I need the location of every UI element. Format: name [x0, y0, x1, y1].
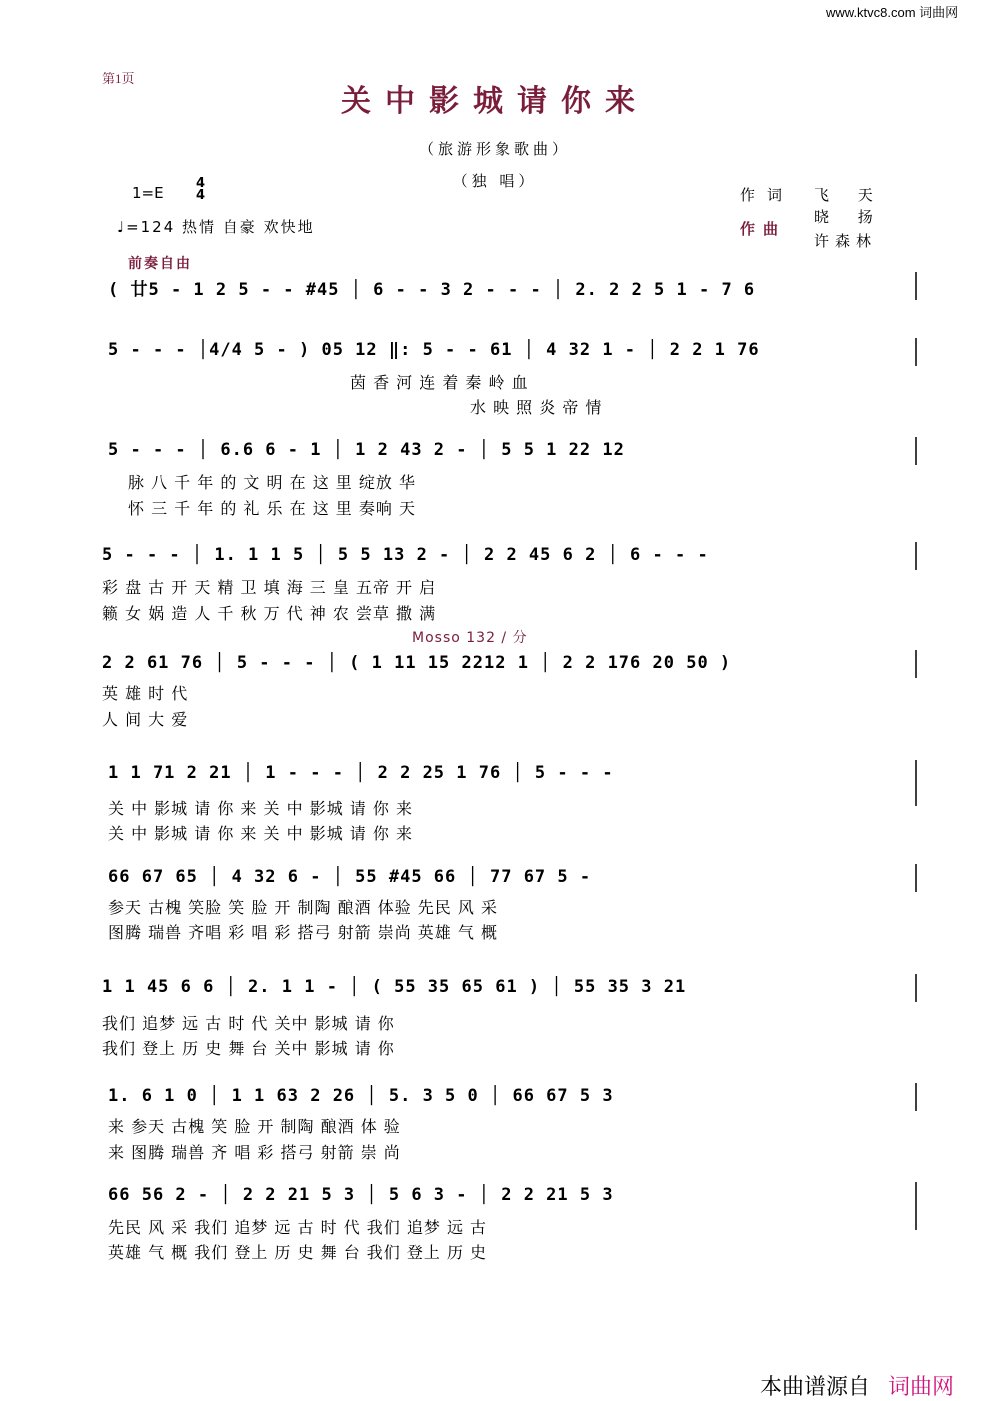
footer-source-text: 本曲谱源自	[760, 1375, 871, 1400]
lyrics-line-6-verse-2: 关 中 影城 请 你 来 关 中 影城 请 你 来	[108, 824, 413, 843]
tempo-change-marking: Mosso 132 / 分	[412, 630, 528, 646]
lyrics-line-9-verse-1: 来 参天 古槐 笑 脸 开 制陶 酿酒 体 验	[108, 1117, 401, 1136]
song-subtitle-solo: （独 唱）	[452, 172, 538, 190]
notation-line-1: ( 廿5 - 1 2 5 - - #45 │ 6 - - 3 2 - - - │ 2. 2 2 5 1 - 7 6	[108, 280, 756, 300]
lyrics-line-2-verse-2: 水 映 照 炎 帝 情	[470, 398, 603, 417]
key-signature: 1=E	[132, 184, 164, 202]
lyrics-line-4-verse-2: 籁 女 娲 造 人 千 秋 万 代 神 农 尝草 撒 满	[102, 604, 437, 623]
song-title: 关中影城请你来	[341, 84, 649, 119]
footer-source	[760, 1370, 954, 1401]
page-number: 第1页	[102, 71, 135, 86]
lyrics-line-5-verse-2: 人 间 大 爱	[102, 710, 189, 729]
lyrics-line-5-verse-1: 英 雄 时 代	[102, 684, 189, 703]
notation-line-5: 2 2 61 76 │ 5 - - - │ ( 1 11 15 2212 1 │ 2 2 176 20 50 )	[102, 653, 732, 673]
lyrics-line-3-verse-2: 怀 三 千 年 的 礼 乐 在 这 里 奏响 天	[128, 499, 416, 518]
lyrics-line-10-verse-2: 英雄 气 概 我们 登上 历 史 舞 台 我们 登上 历 史	[108, 1243, 488, 1262]
song-subtitle: （旅游形象歌曲）	[418, 140, 571, 158]
notation-line-8: 1 1 45 6 6 │ 2. 1 1 - │ ( 55 35 65 61 ) │ 55 35 3 21	[102, 977, 687, 997]
prelude-marking: 前奏自由	[128, 256, 192, 272]
notation-line-6: 1 1 71 2 21 │ 1 - - - │ 2 2 25 1 76 │ 5 - - -	[108, 763, 614, 783]
notation-line-9: 1. 6 1 0 │ 1 1 63 2 26 │ 5. 3 5 0 │ 66 67 5 3	[108, 1086, 614, 1106]
notation-line-7: 66 67 65 │ 4 32 6 - │ 55 #45 66 │ 77 67 5 -	[108, 867, 592, 887]
time-sig-bottom: 4	[196, 188, 206, 203]
lyrics-line-7-verse-1: 参天 古槐 笑脸 笑 脸 开 制陶 酿酒 体验 先民 风 采	[108, 898, 498, 917]
lyrics-line-7-verse-2: 图腾 瑞兽 齐唱 彩 唱 彩 搭弓 射箭 崇尚 英雄 气 概	[108, 923, 498, 942]
footer-brand: 词曲网	[888, 1375, 955, 1400]
time-sig-top: 4	[196, 176, 206, 191]
lyricist-label: 作词	[740, 186, 795, 204]
site-watermark: www.ktvc8.com 词曲网	[826, 5, 959, 20]
lyrics-line-8-verse-1: 我们 追梦 远 古 时 代 关中 影城 请 你	[102, 1014, 395, 1033]
notation-line-4: 5 - - - │ 1. 1 1 5 │ 5 5 13 2 - │ 2 2 45 6 2 │ 6 - - -	[102, 545, 709, 565]
composer-label: 作曲	[740, 220, 787, 238]
lyrics-line-2-verse-1: 茵 香 河 连 着 秦 岭 血	[350, 373, 529, 392]
lyrics-line-3-verse-1: 脉 八 千 年 的 文 明 在 这 里 绽放 华	[128, 473, 416, 492]
composer-name-1: 晓 扬	[814, 208, 885, 226]
composer-name-2: 许森林	[814, 232, 878, 250]
notation-line-10: 66 56 2 - │ 2 2 21 5 3 │ 5 6 3 - │ 2 2 21 5 3	[108, 1185, 614, 1205]
tempo-marking: ♩=124 热情 自豪 欢快地	[117, 218, 315, 236]
notation-line-2: 5 - - - │4/4 5 - ) 05 12 ‖: 5 - - 61 │ 4 32 1 - │ 2 2 1 76	[108, 340, 760, 360]
lyricist-name: 飞 天	[814, 186, 885, 204]
notation-line-3: 5 - - - │ 6.6 6 - 1 │ 1 2 43 2 - │ 5 5 1 22 12	[108, 440, 625, 460]
lyrics-line-8-verse-2: 我们 登上 历 史 舞 台 关中 影城 请 你	[102, 1039, 395, 1058]
lyrics-line-10-verse-1: 先民 风 采 我们 追梦 远 古 时 代 我们 追梦 远 古	[108, 1218, 488, 1237]
lyrics-line-9-verse-2: 来 图腾 瑞兽 齐 唱 彩 搭弓 射箭 崇 尚	[108, 1143, 401, 1162]
lyrics-line-6-verse-1: 关 中 影城 请 你 来 关 中 影城 请 你 来	[108, 799, 413, 818]
lyrics-line-4-verse-1: 彩 盘 古 开 天 精 卫 填 海 三 皇 五帝 开 启	[102, 578, 437, 597]
